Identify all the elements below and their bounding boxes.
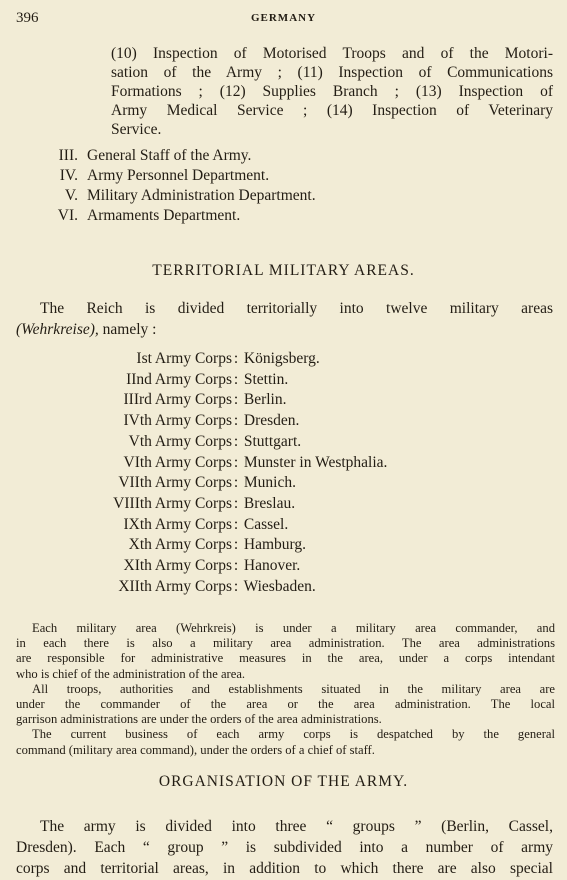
text-line: who is chief of the administration of the area. [16,666,246,681]
corps-name: VIIth Army Corps [118,474,232,492]
department-item [22,206,240,225]
corps-city: Berlin. [243,391,287,409]
text-line: Each military area (Wehrkreis) is under a military area commander, and [32,621,555,635]
department-name: General Staff of the Army. [87,147,252,164]
department-item [22,186,316,205]
text-line [16,319,553,340]
department-number: VI. [57,207,78,224]
corps-city: Wiesbaden. [243,577,316,595]
corps-row: Vth Army Corps : Stuttgart. [16,432,387,453]
administration-paragraph [16,621,555,758]
corps-city: Stettin. [243,370,289,388]
page-header [16,10,551,30]
text-line: All troops, authorities and establishments situated in the military area are [32,681,555,696]
department-item [22,146,251,165]
department-name: Armaments Department. [87,207,241,224]
text-line: Army Medical Service ; (14) Inspection of Veterinary [111,102,553,119]
text-line: (10) Inspection of Motorised Troops and of the Motori- [111,45,553,62]
corps-city: Munich. [243,474,296,492]
text-line: Formations ; (12) Supplies Branch ; (13) Inspection of [111,83,553,100]
text-line: command (military area command), under the orders of a chief of staff. [16,742,375,757]
department-name: Military Administration Department. [87,187,316,204]
corps-name: XIIth Army Corps [118,577,232,595]
running-title: GERMANY [250,12,317,24]
corps-row: IXth Army Corps : Cassel. [16,515,387,536]
department-number: IV. [59,167,78,184]
text-line: Service. [111,121,162,138]
corps-city: Königsberg. [243,350,320,367]
corps-row: Xth Army Corps : Hamburg. [16,535,387,556]
corps-row: VIth Army Corps : Munster in Westphalia. [16,453,387,474]
corps-name: Xth Army Corps [128,536,232,554]
section-heading: TERRITORIAL MILITARY AREAS. [152,262,415,279]
department-name: Army Personnel Department. [87,167,270,184]
corps-row: VIIth Army Corps : Munich. [16,473,387,494]
corps-name: VIth Army Corps [123,453,232,471]
corps-row: Ist Army Corps : Königsberg. [16,349,387,370]
corps-name: IVth Army Corps [123,412,232,430]
section-heading: ORGANISATION OF THE ARMY. [158,773,409,790]
corps-name: Ist Army Corps [136,350,232,367]
corps-name: IXth Army Corps [123,515,232,533]
corps-name: VIIIth Army Corps [113,494,232,512]
corps-name: IIIrd Army Corps [123,391,232,409]
corps-city: Breslau. [243,494,296,512]
corps-list [16,349,387,597]
text-line: sation of the Army ; (11) Inspection of Communications [111,64,553,81]
corps-row: IVth Army Corps : Dresden. [16,411,387,432]
corps-name: XIth Army Corps [123,557,232,575]
department-number: V. [64,187,78,204]
text-line: Dresden). Each “ group ” is subdivided into a number of army [16,839,553,856]
corps-row: XIth Army Corps : Hanover. [16,556,387,577]
page-number: 396 [16,10,39,26]
corps-city: Dresden. [243,412,300,430]
corps-name: Vth Army Corps [128,432,232,450]
corps-row: IIIrd Army Corps : Berlin. [16,390,387,411]
text-line: garrison administrations are under the orders of the area administrations. [16,712,382,727]
text-line: The army is divided into three “ groups ” (Berlin, Cassel, [40,818,553,835]
corps-row: IInd Army Corps : Stettin. [16,370,387,391]
text-line: The current business of each army corps is despatched by the general [32,727,555,742]
corps-name: IInd Army Corps [126,370,232,388]
department-item [22,166,269,185]
corps-city: Munster in Westphalia. [243,453,388,471]
italic-term: (Wehrkreise), [16,321,99,338]
text-line: corps and territorial areas, in addition to which there are also special [16,860,553,877]
intro-paragraph [16,298,553,340]
text-line: are responsible for administrative measures in the area, under a corps intendant [16,651,555,666]
corps-city: Stuttgart. [243,432,302,450]
text-fragment: namely : [98,321,157,338]
text-line: under the commander of the area or the area administration. The local [16,697,555,712]
text-line: in each there is also a military area administration. The area administrations [16,636,555,651]
corps-city: Cassel. [243,515,289,533]
corps-city: Hanover. [243,557,301,575]
army-organisation-paragraph [16,816,553,879]
corps-row: VIIIth Army Corps : Breslau. [16,494,387,515]
department-number: III. [58,147,78,164]
continuation-paragraph [111,44,553,139]
corps-row: XIIth Army Corps : Wiesbaden. [16,577,387,598]
text-line: The Reich is divided territorially into twelve military areas [40,300,553,317]
corps-city: Hamburg. [243,536,307,554]
